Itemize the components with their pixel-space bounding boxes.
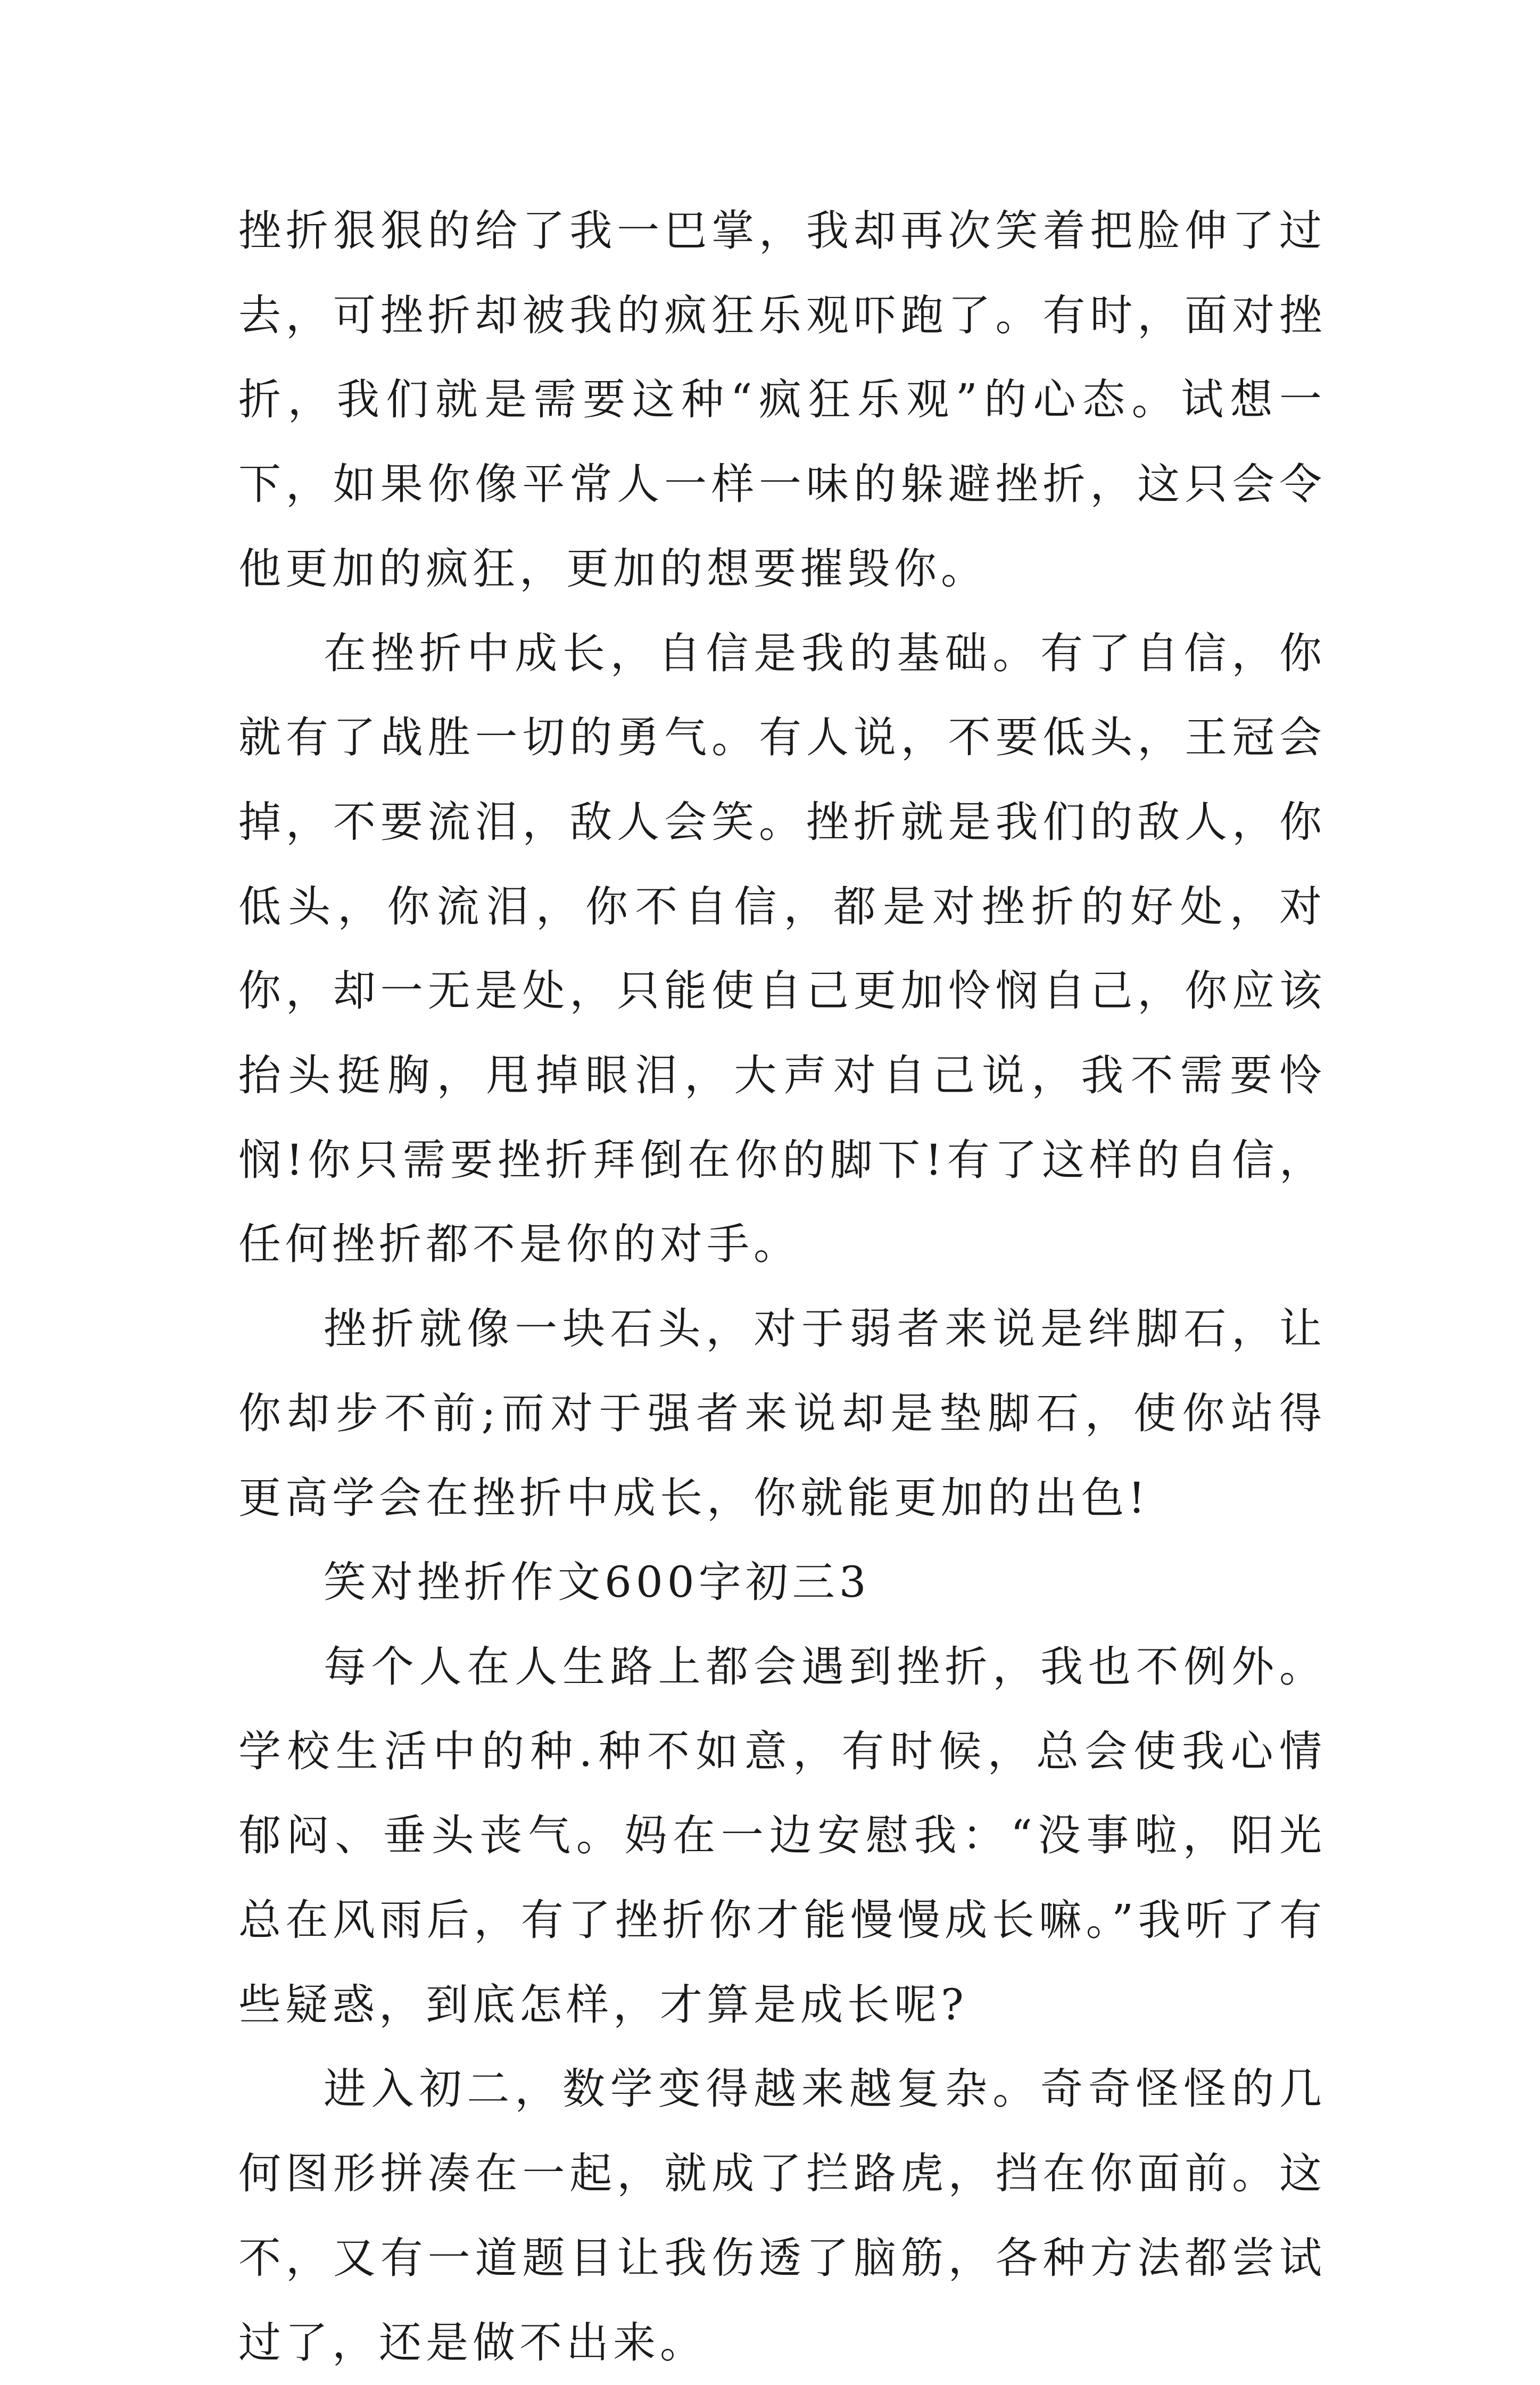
section-heading: 笑对挫折作文600字初三3 [324,1557,871,1607]
paragraph-3: 挫折就像一块石头，对于弱者来说是绊脚石，让你却步不前;而对于强者来说却是垫脚石，使你站得更高学会在挫折中成长，你就能更加的出色! [238,1304,1326,1523]
document-page [238,189,1326,2385]
paragraph-1: 挫折狠狠的给了我一巴掌，我却再次笑着把脸伸了过去，可挫折却被我的疯狂乐观吓跑了。有时，面对挫折，我们就是需要这种“疯狂乐观”的心态。试想一下，如果你像平常人一样一味的躲避挫折，这只会令他更加的疯狂，更加的想要摧毁你。 [238,206,1326,593]
paragraph-2: 在挫折中成长，自信是我的基础。有了自信，你就有了战胜一切的勇气。有人说，不要低头，王冠会掉，不要流泪，敌人会笑。挫折就是我们的敌人，你低头，你流泪，你不自信，都是对挫折的好处，对你，却一无是处，只能使自己更加怜悯自己，你应该抬头挺胸，甩掉眼泪，大声对自己说，我不需要怜悯!你只需要挫折拜倒在你的脚下!有了这样的自信，任何挫折都不是你的对手。 [238,628,1326,1269]
paragraph-5: 进入初二，数学变得越来越复杂。奇奇怪怪的几何图形拼凑在一起，就成了拦路虎，挡在你面前。这不，又有一道题目让我伤透了脑筋，各种方法都尝试过了，还是做不出来。 [238,2064,1326,2367]
paragraph-4: 每个人在人生路上都会遇到挫折，我也不例外。学校生活中的种.种不如意，有时候，总会使我心情郁闷、垂头丧气。妈在一边安慰我：“没事啦，阳光总在风雨后，有了挫折你才能慢慢成长嘛。”我听了有些疑惑，到底怎样，才算是成长呢? [238,1641,1326,2029]
